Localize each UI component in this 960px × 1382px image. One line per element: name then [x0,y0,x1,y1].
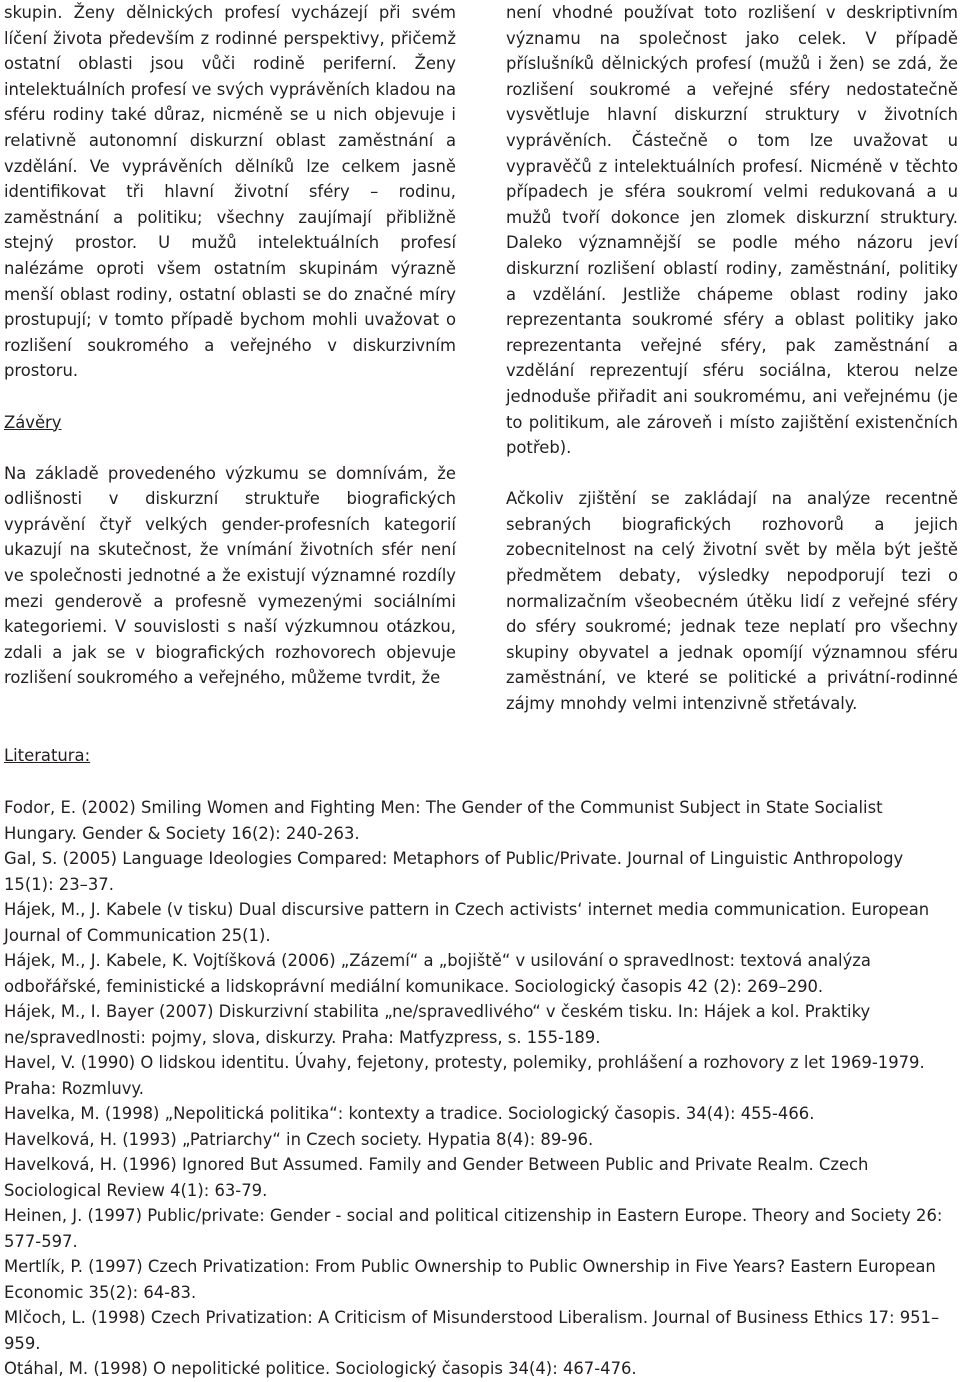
right-paragraph-1: není vhodné používat toto rozlišení v deskriptivním významu na společnost jako celek. V případě příslušníků dělnických profesí (mužů i žen) se zdá, že rozlišení soukromé a veřejné sféry nedostatečně vysvětluje hlavní diskurzní struktury v životních vyprávěních. Částečně o tom lze uvažovat u vypravěčů z intelektuálních profesí. Nicméně v těchto případech je sféra soukromí velmi redukovaná a u mužů tvoří dokonce jen zlomek diskurzní struktury. Daleko významnější se podle mého názoru jeví diskurzní rozlišení oblastí rodiny, zaměstnání, politiky a vzdělání. Jestliže chápeme oblast rodiny jako reprezentanta soukromé sféry a oblast politiky jako reprezentanta veřejné sféry, pak zaměstnání a vzdělání reprezentují sféru sociálna, kterou nelze jednoduše přiřadit ani soukromému, ani veřejnému (je to politikum, ale zároveň i místo zajištění existenčních potřeb). [506,3,958,458]
reference-item: Havelka, M. (1998) „Nepolitická politika“: kontexty a tradice. Sociologický časopis. 34(4): 455-466. [4,1104,815,1123]
left-paragraph-conclusions: Na základě provedeného výzkumu se domnívám, že odlišnosti v diskurzní struktuře biografických vyprávění čtyř velkých gender-profesních kategorií ukazují na skutečnost, že vnímání životních sfér není ve společnosti jednotné a že existují významné rozdíly mezi genderově a profesně vymezenými sociálními kategoriemi. V souvislosti s naší výzkumnou otázkou, zdali a jak se v biografických rozhovorech objevuje rozlišení soukromého a veřejného, můžeme tvrdit, že [4,463,456,688]
reference-item: Gal, S. (2005) Language Ideologies Compared: Metaphors of Public/Private. Journal of Linguistic Anthropology 15(1): 23–37. [4,849,904,894]
reference-item: Havel, V. (1990) O lidskou identitu. Úvahy, fejetony, protesty, polemiky, prohlášení a rozhovory z let 1969-1979. Praha: Rozmluvy. [4,1053,925,1098]
literature-heading: Literatura: [4,746,91,765]
reference-item: Havelková, H. (1996) Ignored But Assumed. Family and Gender Between Public and Private Realm. Czech Sociological Review 4(1): 63-79. [4,1155,869,1200]
reference-item: Otáhal, M. (1998) O nepolitické politice. Sociologický časopis 34(4): 467-476. [4,1359,637,1378]
reference-item: Fodor, E. (2002) Smiling Women and Fighting Men: The Gender of the Communist Subject in State Socialist Hungary. Gender & Society 16(2): 240-263. [4,798,883,843]
spacer [4,384,456,410]
reference-item: Havelková, H. (1993) „Patriarchy“ in Czech society. Hypatia 8(4): 89-96. [4,1129,594,1149]
left-paragraph-continuation: skupin. Ženy dělnických profesí vycházejí při svém líčení života především z rodinné perspektivy, přičemž ostatní oblasti jsou vůči rodině periferní. Ženy intelektuálních profesí ve svých vyprávěních kladou na sféru rodiny také důraz, nicméně se u nich objevuje i relativně autonomní diskurzní oblast zaměstnání a vzdělání. Ve vyprávěních dělníků lze celkem jasně identifikovat tři hlavní životní sféry – rodinu, zaměstnání a politiku; všechny zaujímají přibližně stejný prostor. U mužů intelektuálních profesí nalézáme oproti všem ostatním skupinám výrazně menší oblast rodiny, ostatní oblasti se do značné míry prostupují; v tomto případě bychom mohli uvažovat o rozlišení soukromého a veřejného v diskurzivním prostoru. [4,3,456,381]
two-column-body [4,0,958,717]
section-heading-conclusions: Závěry [4,412,62,432]
reference-item: Hájek, M., J. Kabele (v tisku) Dual discursive pattern in Czech activists‘ internet media communication. European Journal of Communication 25(1). [4,900,930,945]
reference-item: Mertlík, P. (1997) Czech Privatization: From Public Ownership to Public Ownership in Five Years? Eastern European Economic 35(2): 64-83. [4,1257,936,1302]
spacer [506,461,958,487]
reference-item: Mlčoch, L. (1998) Czech Privatization: A Criticism of Misunderstood Liberalism. Journal of Business Ethics 17: 951–959. [4,1308,940,1353]
right-column [506,0,958,717]
reference-item: Hájek, M., I. Bayer (2007) Diskurzivní stabilita „ne/spravedlivého“ v českém tisku. In: Hájek a kol. Praktiky ne/spravedlnosti: pojmy, slova, diskurzy. Praha: Matfyzpress, s. 155-189. [4,1002,871,1047]
right-paragraph-2: Ačkoliv zjištění se zakládají na analýze recentně sebraných biografických rozhovorů a jejich zobecnitelnost na celý životní svět by měla být ještě předmětem debaty, výsledky nepodporují tezi o normalizačním všeobecném útěku lidí z veřejné sféry do sféry soukromé; jednak teze neplatí pro všechny skupiny obyvatel a jednak opomíjí významnou sféru zaměstnání, ve které se politické a privátní-rodinné zájmy mnohdy velmi intenzivně střetávaly. [506,489,958,714]
left-column [4,0,456,717]
spacer [4,435,456,461]
reference-item: Heinen, J. (1997) Public/private: Gender - social and political citizenship in Eastern Europe. Theory and Society 26: 577-597. [4,1206,943,1251]
reference-item: Hájek, M., J. Kabele, K. Vojtíšková (2006) „Zázemí“ a „bojiště“ v usilování o spravedlnost: textová analýza odbořářské, feministické a lidskoprávní mediální komunikace. Sociologický časopis 42 (2): 269–290. [4,951,871,996]
reference-list [4,795,956,1382]
